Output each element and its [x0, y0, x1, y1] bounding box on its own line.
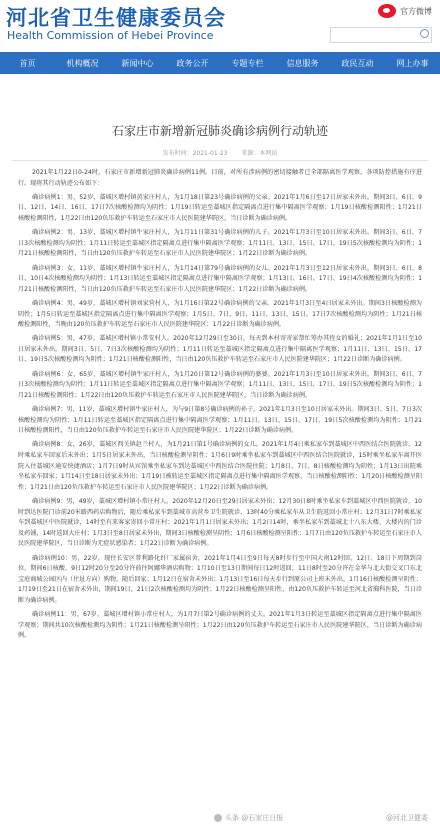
nav-item-home[interactable]: 首页 — [19, 58, 36, 68]
site-header — [0, 0, 440, 48]
watermark-bar — [0, 810, 440, 830]
nav-item-online-service[interactable]: 网上办事 — [396, 58, 429, 68]
title-divider — [12, 160, 428, 161]
weibo-link[interactable] — [378, 4, 432, 18]
nav-item-news[interactable]: 新闻中心 — [121, 58, 154, 68]
article-body — [18, 168, 422, 645]
case-paragraph-1: 确诊病例1：男，52岁，藁城区增村镇黄家庄村人，为1月18日第23号确诊病例的父亲。2021年1月6日至17日居家未外出。期间3日、6日、9日、12日、14日、16日、17日7次核酸检测均为阴性；1月19日转运至藁城区指定隔离点进行集中隔离医学观察；1月19日核酸检测阳性；1月21日核酸检测阳性，1月22日由120负压救护车转运至石家庄市人民医院建华院区，当日诊断为确诊病例。 — [18, 193, 422, 222]
case-paragraph-5: 确诊病例5：男，47岁，藁城区增村镇小常安村人。2020年12月29日至30日，每天到本村寄寄家帮忙筹办其侄女的婚礼；2021年1月1日至10日居家未外出。期间3日、5日、7日3次核酸检测均为阴性；1月11日转运至藁城区指定隔离点进行集中隔离医学观察；1月11日、13日、15日、17日、19日5次核酸检测均为阴性；1月21日核酸检测阳性，当日由120负压救护车转运至石家庄市人民医院建华院区；1月22日诊断为确诊病例。 — [18, 335, 422, 364]
watermark-left-text: 头条 @石家庄日报 — [225, 814, 284, 822]
intro-paragraph: 2021年1月22日0-24时，石家庄市新增新冠肺炎确诊病例11例。目前，对所有涉病例的密切接触者已全部隔离医学观察，各项防控措施有序进行。现将其行动轨迹公布如下： — [18, 169, 422, 187]
nav-item-services[interactable]: 信息服务 — [286, 58, 319, 68]
case-paragraph-8: 确诊病例8：女，26岁，藁城区西关镇赵兰村人，为1月21日第1号确诊病例的女儿。2021年1月4日乘私家车到藁城区中西医结合医院就诊，12时乘私家车回家后未外出；1月5日居家未外出，当日核酸检测呈阴性；1月6日9时乘坐私家车到藁城区中西医结合医院就诊，15时乘坐私家车离开医院入住藁城区通安快捷酒店；1月7日9时从宾馆乘坐私家车到达藁城区中西医结合医院住院；1月8日、7日、8日核酸检测均为阴性；1月13日出院乘坐私家车回家；1月14日至18日居家未外出；1月19日被转运至藁城区指定隔离点进行集中隔离医学观察，当日核酸检测阳性；1月20日核酸检测呈阳性；1月21日由120负压救护车转运至石家庄市人民医院建华院区；1月22日诊断为确诊病例。 — [18, 441, 422, 491]
search-icon[interactable] — [420, 29, 429, 38]
nav-item-interaction[interactable]: 政民互动 — [341, 58, 374, 68]
case-paragraph-9: 确诊病例9：男，49岁，藁城区增村镇小常庄村人。2020年12月20日至29日居家未外出；12月30日8时乘坐私家车到藁城区中西医院就诊，10时到达医院门诊前20米路西药店购物后，随后乘私家车到藁城市高营乡卫生院就诊，13时40分乘私家车从卫生院返回小常庄村；12月31日7时乘私家车到藁城区中医院就诊，14时至有来客家寄回小常庄村；2021年1月1日居家未外出；1月2日14时，乘坐私家车到藁城北十八东大楼，大楼内的门诊及药铺，14时返回大庄村；1月3日至8日居家未外出，期间3日核酸检测呈阴性；1月6日核酸检测呈阳性；1月7日由120负压救护车转运至石家庄市人民医院建华院区，当日诊断为无症状感染者；1月22日诊断为确诊病例。 — [18, 497, 422, 548]
toutiao-icon — [214, 814, 222, 822]
main-nav — [0, 52, 440, 74]
nav-item-topics[interactable]: 专题专栏 — [231, 58, 264, 68]
case-paragraph-10: 确诊病例10：男，22岁，现住长安区普利路化纤厂家属宿舍，2021年1月4日至9日每天8时步行至中国大南12时回。12日、18日下周期到岗位，期间6日核酸、9日12时20分至20分许前往阿娜华酒店购物；1月10日至13日期间每日12时返回，11日8时至20分许在金华与北大街交叉口东北宝庭商城公园区内（住址方向）购物，随后回家；1月12日在宿舍未外出；1月13日至16日每天步行到原公司上班未外出，1月16日核酸检测呈阴性；1月19日至21日在宿舍未外出，期间19日、21日2次核酸检测均为阴性；1月22日核酸检测呈阳性，由120负压救护车转运至河北省胸科医院，当日诊断为确诊病例。 — [18, 554, 422, 604]
publish-time: 发布时间：2021-01-23 — [162, 150, 228, 157]
watermark-left — [214, 813, 283, 823]
nav-item-about[interactable]: 机构概况 — [66, 58, 99, 68]
case-paragraph-11: 确诊病例11：男，67岁，藁城区增村镇小常庄村人，为1月7日第2号确诊病例的丈夫。2021年1月3日转运至藁城区指定隔离点进行集中隔离医学观察；期间共10次核酸检测均为阴性；1月21日核酸检测呈阳性；1月22日由120负压救护车转运至石家庄市人民医院建华院区，当日诊断为确诊病例。 — [18, 611, 422, 640]
weibo-icon — [378, 4, 396, 18]
site-title[interactable]: 河北省卫生健康委员会 — [6, 6, 226, 30]
article-source: 来源：本网站 — [241, 150, 278, 157]
article-meta — [0, 148, 440, 157]
weibo-label: 官方微博 — [400, 6, 432, 16]
case-paragraph-3: 确诊病例3：女，11岁，藁城区增村镇牛家庄村人，为1月14日第79号确诊病例的女儿。2021年1月3日至12日居家未外出。期间3日、6日、8日、10日4次核酸检测均为阴性；1月13日转运至藁城区指定隔离点进行集中隔离医学观察；1月13日、16日、17日、19日4次核酸检测均为阴性；1月21日核酸检测阳性，当日由120负压救护车转运至石家庄市人民医院建华院区；1月22日诊断为确诊病例。 — [18, 264, 422, 293]
case-paragraph-6: 确诊病例6：女，65岁，藁城区增村镇牛家庄村人，为1月20日第12号确诊病例的婆婆。2021年1月3日至10日居家未外出。期间3日、6日、7日3次核酸检测均为阴性；1月11日转运至藁城区指定隔离点进行集中隔离医学观察；1月11日、13日、15日、17日、19日5次核酸检测均为阴性；1月21日核酸检测阳性；1月22日由120负压救护车转运至石家庄市人民医院建华院区，当日诊断为确诊病例。 — [18, 370, 422, 399]
case-paragraph-7: 确诊病例7：男，11岁，藁城区增村镇牛家庄村人，为与9日第8号确诊病例的孙子。2021年1月3日至10日居家未外出。期间3日、5日、7日3次核酸检测均为阴性；1月11日转运至藁城区指定隔离点进行集中隔离医学观察；1月11日、13日、15日、17日、19日5次核酸检测均为阴性；1月21日核酸检测阳性，当日由120负压救护车转运至石家庄市人民医院建华院区；1月22日诊断为确诊病例。 — [18, 406, 422, 435]
search-input[interactable] — [330, 27, 432, 43]
watermark-right: @河北卫健委 — [386, 814, 428, 822]
nav-item-gov-info[interactable]: 政务公开 — [176, 58, 209, 68]
case-paragraph-4: 确诊病例4：男，49岁，藁城区增村镇刘家营村人，为1月16日第22号确诊病例的父亲。2021年1月3日至4日居家未外出。期间3日核酸检测为阴性；1月5日转运至藁城区指定隔离点进行集中隔离医学观察；1月5日、7日、9日、11日、13日、15日、17日7次核酸检测均为阴性；1月21日核酸检测阳性，当晚由120负压救护车转运至石家庄市人民医院建华院区；1月22日诊断为确诊病例。 — [18, 299, 422, 329]
site-subtitle: Health Commission of Hebei Province — [7, 29, 214, 42]
article-title: 石家庄市新增新冠肺炎确诊病例行动轨迹 — [111, 124, 328, 138]
case-paragraph-2: 确诊病例2：男，13岁，藁城区增村镇牛家庄村人，为1月11日第31号确诊病例的儿子。2021年1月3日至10日居家未外出。期间3日、6日、7日3次核酸检测均为阴性；1月11日转运至藁城区指定隔离点进行集中隔离医学观察；1月11日、13日、15日、17日、19日5次核酸检测均为阴性；1月21日核酸检测阳性，当日由120负压救护车转运至石家庄市人民医院建华院区；1月22日诊断为确诊病例。 — [18, 229, 422, 258]
